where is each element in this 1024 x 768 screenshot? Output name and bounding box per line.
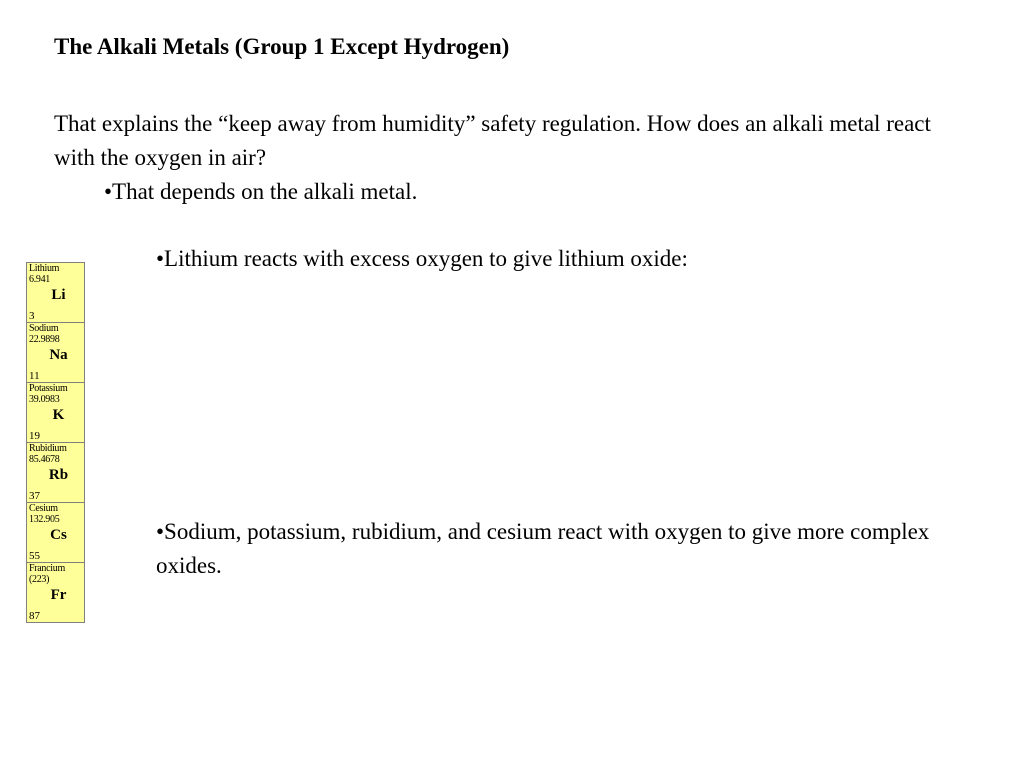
element-mass: (223)	[29, 574, 50, 585]
periodic-table-column	[26, 262, 85, 623]
element-number: 11	[29, 370, 40, 382]
element-symbol: Na	[49, 347, 68, 363]
element-name: Rubidium	[29, 443, 67, 454]
element-number: 87	[29, 610, 40, 622]
element-cell-potassium	[27, 383, 84, 443]
element-mass: 85.4678	[29, 454, 60, 465]
element-name: Lithium	[29, 263, 60, 274]
slide-title: The Alkali Metals (Group 1 Except Hydrogen)	[54, 34, 510, 59]
element-name: Sodium	[29, 323, 59, 334]
bullet-other-metals: •Sodium, potassium, rubidium, and cesium react with oxygen to give more complex oxides.	[156, 519, 930, 578]
element-cell-sodium	[27, 323, 84, 383]
element-number: 55	[29, 550, 40, 562]
element-cell-francium	[27, 563, 84, 623]
element-symbol: K	[52, 407, 65, 423]
element-mass: 132.905	[29, 514, 60, 525]
element-name: Francium	[29, 563, 65, 574]
element-symbol: Cs	[50, 527, 67, 543]
element-number: 19	[29, 430, 40, 442]
element-name: Potassium	[29, 383, 68, 394]
element-number: 3	[29, 310, 35, 322]
element-mass: 22.9898	[29, 334, 60, 345]
element-number: 37	[29, 490, 40, 502]
element-symbol: Li	[51, 287, 66, 303]
bullet-lithium: •Lithium reacts with excess oxygen to give lithium oxide:	[156, 246, 688, 271]
element-symbol: Fr	[50, 587, 67, 603]
element-symbol: Rb	[48, 467, 69, 483]
element-name: Cesium	[29, 503, 58, 514]
element-mass: 6.941	[29, 274, 51, 285]
element-cell-rubidium	[27, 443, 84, 503]
element-cell-lithium	[27, 263, 84, 323]
element-mass: 39.0983	[29, 394, 60, 405]
element-cell-cesium	[27, 503, 84, 563]
intro-paragraph: That explains the “keep away from humidity” safety regulation. How does an alkali metal react with the oxygen in air?	[54, 111, 931, 170]
bullet-depends: •That depends on the alkali metal.	[104, 179, 418, 204]
